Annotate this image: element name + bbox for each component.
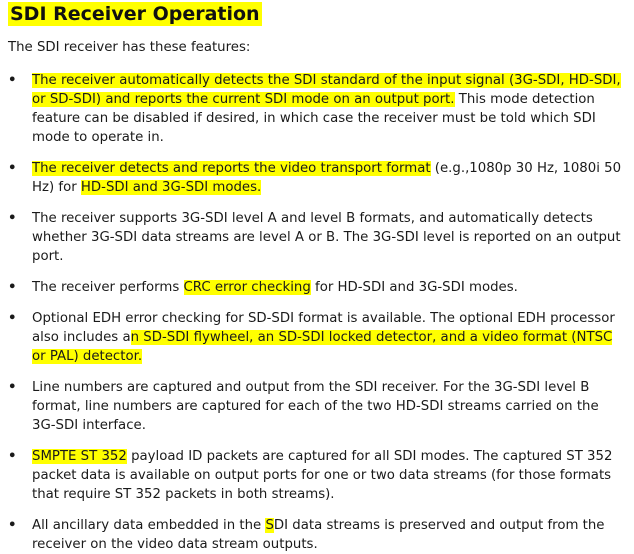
feature-text: Optional EDH error checking for SD-SDI format is available. The optional EDH processor also includes a <box>32 311 615 345</box>
feature-item <box>8 309 626 366</box>
feature-text: The receiver supports 3G-SDI level A and level B formats, and automatically detects whether 3G-SDI data streams are level A or B. The 3G-SDI level is reported on an output port. <box>32 211 621 264</box>
highlighted-text: SMPTE ST 352 <box>32 449 127 464</box>
bullet-icon: • <box>8 311 17 326</box>
feature-text: for HD-SDI and 3G-SDI modes. <box>310 280 518 295</box>
feature-text: The receiver performs <box>32 280 184 295</box>
section-heading: SDI Receiver Operation <box>10 3 260 25</box>
bullet-icon: • <box>8 211 17 226</box>
feature-item <box>8 278 626 297</box>
feature-item <box>8 516 626 554</box>
feature-text: This mode detection feature can be disabled if desired, in which case the receiver must be told which SDI mode to operate in. <box>32 92 596 145</box>
feature-text: All ancillary data embedded in the <box>32 518 266 533</box>
highlighted-text: The receiver automatically detects the SDI standard of the input signal (3G-SDI, HD-SDI, or SD-SDI) and reports the current SDI mode on an output port. <box>32 73 621 107</box>
feature-text: (e.g.,1080p 30 Hz, 1080i 50 Hz) for <box>32 161 622 195</box>
highlighted-text: S <box>265 518 274 533</box>
bullet-icon: • <box>8 280 17 295</box>
highlighted-text: The receiver detects and reports the video transport format <box>32 161 431 176</box>
highlighted-text: n SD-SDI flywheel, an SD-SDI locked detector, and a video format (NTSC or PAL) detector. <box>32 330 613 364</box>
highlighted-text: CRC error checking <box>183 280 311 295</box>
feature-item <box>8 159 626 197</box>
feature-list <box>8 71 626 554</box>
feature-text: Line numbers are captured and output from the SDI receiver. For the 3G-SDI level B format, line numbers are captured for each of the two HD-SDI streams carried on the 3G-SDI interface. <box>32 380 599 433</box>
feature-item <box>8 378 626 435</box>
bullet-icon: • <box>8 161 17 176</box>
bullet-icon: • <box>8 518 17 533</box>
feature-text: payload ID packets are captured for all SDI modes. The captured ST 352 packet data is available on output ports for one or two data streams (for those formats that require ST 352 packets in both streams). <box>32 449 613 502</box>
bullet-icon: • <box>8 449 17 464</box>
feature-item <box>8 447 626 504</box>
highlighted-text: HD-SDI and 3G-SDI modes. <box>80 180 262 195</box>
feature-text: DI data streams is preserved and output from the receiver on the video data stream outputs. <box>32 518 605 552</box>
bullet-icon: • <box>8 73 17 88</box>
feature-item <box>8 71 626 147</box>
bullet-icon: • <box>8 380 17 395</box>
feature-item <box>8 209 626 266</box>
intro-paragraph: The SDI receiver has these features: <box>8 40 251 55</box>
